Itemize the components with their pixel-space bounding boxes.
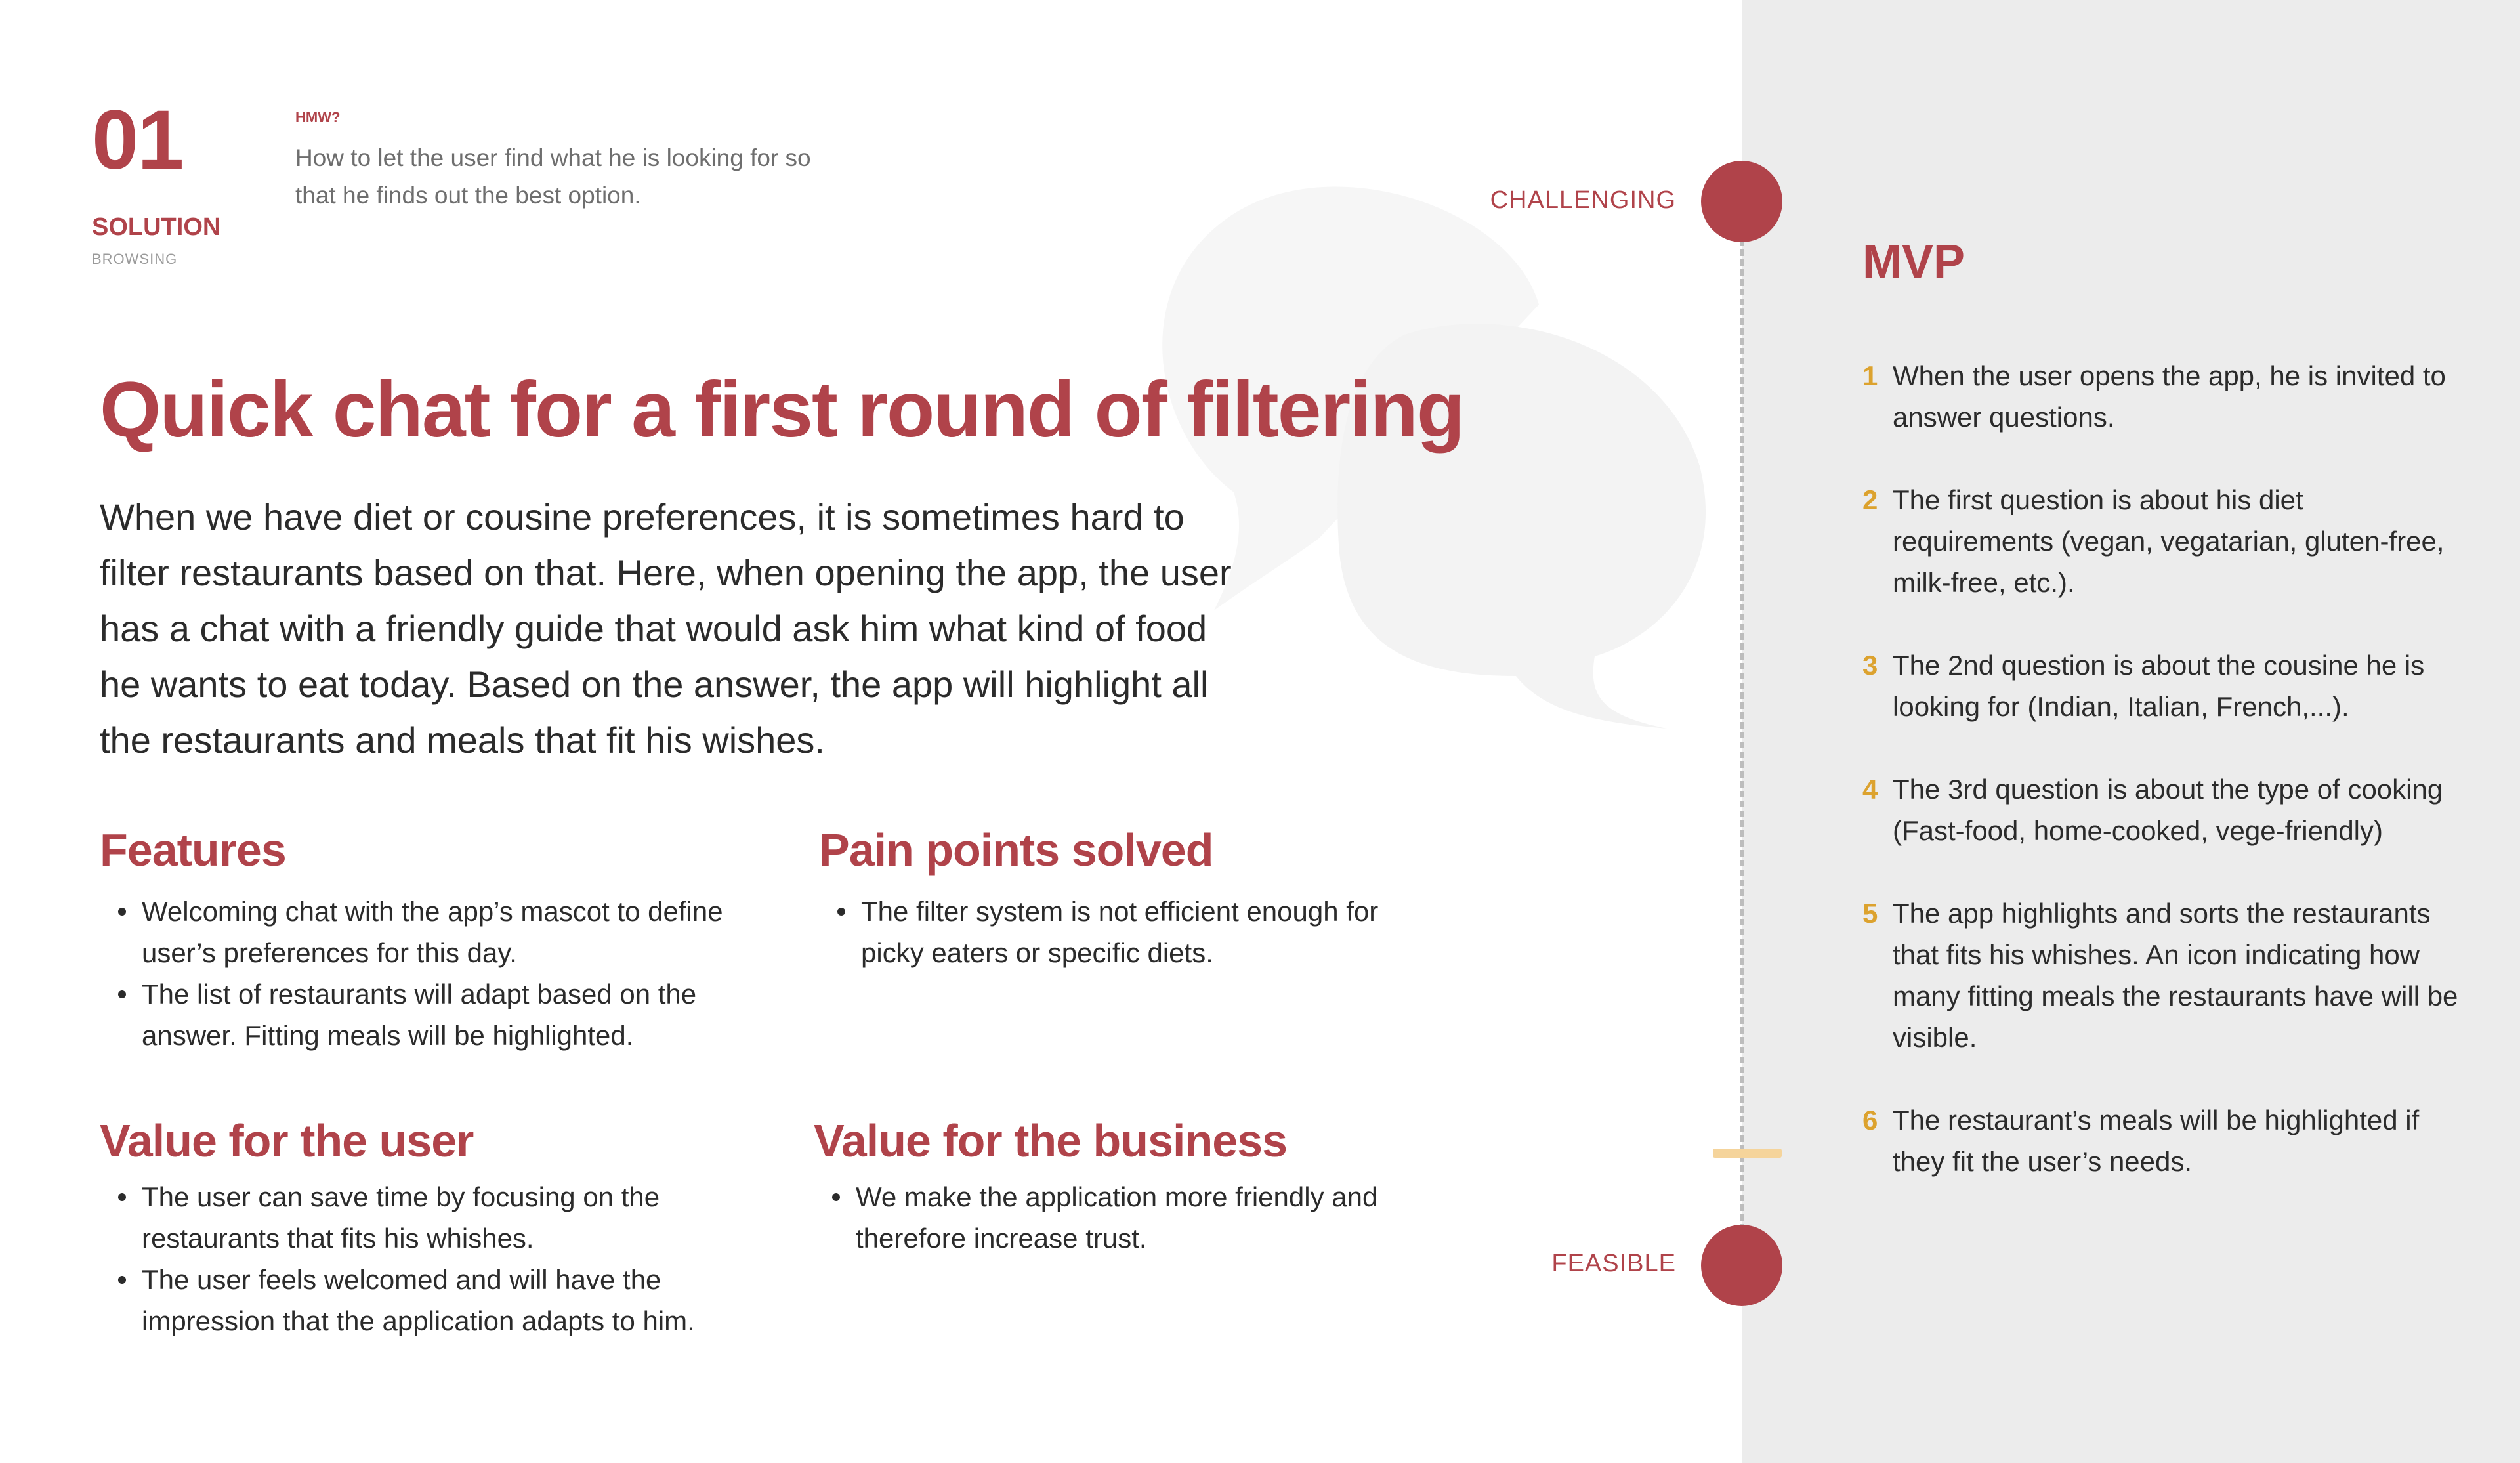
lead-paragraph: When we have diet or cousine preferences, it is sometimes hard to filter restaurants based on that. Here, when opening the app, the user has a chat with a friendly guide that would ask him what kind of food he wants to eat today. Based on the answer, the app will highlight all the restaurants and meals that fit his wishes. <box>100 496 1232 761</box>
mvp-item-number: 5 <box>1862 898 1878 929</box>
pain-points-heading: Pain points solved <box>819 824 1213 876</box>
features-section <box>100 824 763 1056</box>
solution-number: 01 <box>92 93 183 187</box>
value-user-list <box>100 1176 763 1342</box>
mvp-item <box>1862 893 2466 1058</box>
mvp-item-number: 4 <box>1862 774 1878 805</box>
mvp-item-text: When the user opens the app, he is invited to answer questions. <box>1893 360 2446 433</box>
feasible-dot <box>1701 1225 1782 1306</box>
mvp-item <box>1862 1099 2466 1182</box>
features-list <box>100 891 763 1056</box>
value-user-section <box>100 1114 763 1342</box>
mvp-item-text: The app highlights and sorts the restaurants that fits his whishes. An icon indicating how many fitting meals the restaurants have will be visible. <box>1893 898 2458 1053</box>
page-title: Quick chat for a first round of filtering <box>100 366 1464 454</box>
list-item: The list of restaurants will adapt based on the answer. Fitting meals will be highlighted. <box>100 973 763 1056</box>
value-business-section <box>814 1114 1391 1259</box>
hmw-text: How to let the user find what he is looking for so that he finds out the best option. <box>295 144 811 209</box>
mvp-item <box>1862 479 2466 603</box>
mvp-list <box>1862 355 2466 1223</box>
mvp-item-number: 6 <box>1862 1105 1878 1135</box>
list-item: The filter system is not efficient enough for picky eaters or specific diets. <box>819 891 1396 973</box>
value-business-heading: Value for the business <box>814 1115 1287 1166</box>
solution-sublabel: BROWSING <box>92 251 178 267</box>
hmw-label: HMW? <box>295 109 341 125</box>
value-user-heading: Value for the user <box>100 1115 474 1166</box>
feasible-label: FEASIBLE <box>1551 1250 1676 1277</box>
mvp-item <box>1862 355 2466 438</box>
value-business-list <box>814 1176 1391 1259</box>
mvp-item-text: The first question is about his diet requirements (vegan, vegatarian, gluten-free, milk-free, etc.). <box>1893 484 2445 598</box>
feasibility-axis <box>1740 200 1744 1231</box>
list-item: We make the application more friendly and therefore increase trust. <box>814 1176 1391 1259</box>
challenging-label: CHALLENGING <box>1490 186 1676 214</box>
list-item: The user feels welcomed and will have the impression that the application adapts to him. <box>100 1259 763 1342</box>
features-heading: Features <box>100 824 286 876</box>
mvp-item <box>1862 645 2466 727</box>
list-item: Welcoming chat with the app’s mascot to define user’s preferences for this day. <box>100 891 763 973</box>
pain-points-section <box>819 824 1396 973</box>
mvp-item <box>1862 769 2466 851</box>
mvp-item-text: The 3rd question is about the type of cooking (Fast-food, home-cooked, vege-friendly) <box>1893 774 2443 846</box>
axis-marker <box>1713 1149 1782 1158</box>
list-item: The user can save time by focusing on the restaurants that fits his whishes. <box>100 1176 763 1259</box>
mvp-item-number: 2 <box>1862 484 1878 515</box>
mvp-item-number: 1 <box>1862 360 1878 391</box>
mvp-item-text: The 2nd question is about the cousine he is looking for (Indian, Italian, French,...). <box>1893 650 2425 722</box>
mvp-title: MVP <box>1862 236 1965 288</box>
solution-label: SOLUTION <box>92 213 221 241</box>
challenging-dot <box>1701 161 1782 242</box>
pain-points-list <box>819 891 1396 973</box>
mvp-item-text: The restaurant’s meals will be highlighted if they fit the user’s needs. <box>1893 1105 2420 1177</box>
mvp-item-number: 3 <box>1862 650 1878 681</box>
